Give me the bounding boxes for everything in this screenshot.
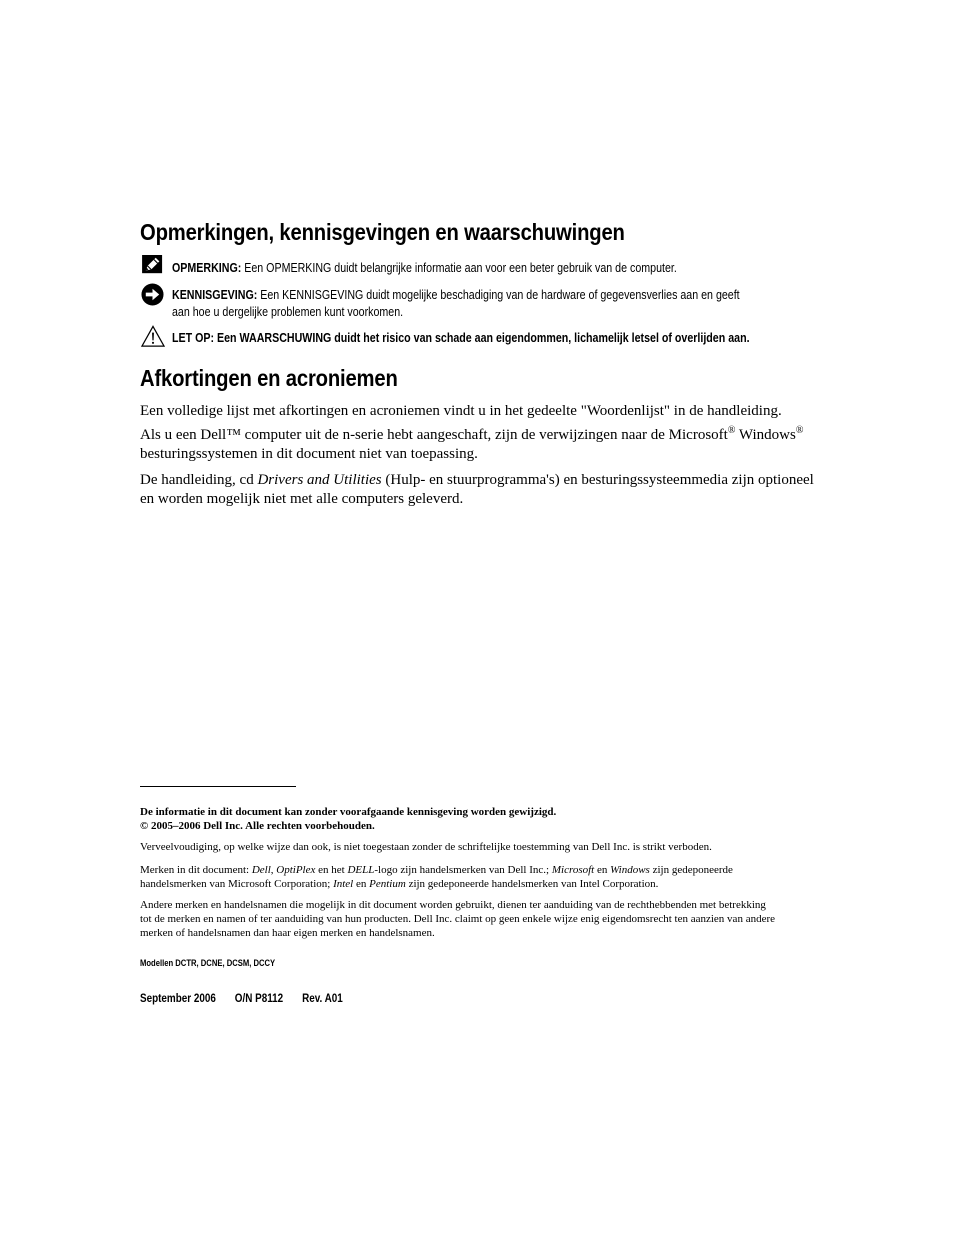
abbrev-p2-text-c: besturingssystemen in dit document niet van toepassing. (140, 446, 478, 462)
abbrev-p3-text-c: en worden mogelijk niet met alle computers geleverd. (140, 491, 464, 507)
caution-body: Een WAARSCHUWING duidt het risico van schade aan eigendommen, lichamelijk letsel of overlijden aan. (214, 330, 750, 345)
revision: Rev. A01 (302, 993, 343, 1005)
tm-text: en (353, 878, 370, 890)
tm-dell-logo: DELL (347, 864, 375, 876)
abbrev-p2-text-a: Als u een Dell™ computer uit de n-serie hebt aangeschaft, zijn de verwijzingen naar de Microsoft (140, 427, 728, 443)
abbrev-p3-text-b: (Hulp- en stuurprogramma's) en besturingssysteemmedia zijn optioneel (381, 472, 814, 488)
legal-header (140, 805, 840, 833)
release-info (140, 993, 362, 1005)
registered-mark: ® (795, 425, 804, 436)
abbrev-paragraph-3 (140, 471, 840, 509)
note-text (172, 259, 844, 276)
tm-text: handelsmerken van Microsoft Corporation; (140, 878, 334, 890)
abbrev-p3-text-a: De handleiding, cd (140, 472, 258, 488)
abbrev-p1-text: Een volledige lijst met afkortingen en acroniemen vindt u in het gedeelte "Woordenlijst" in de handleiding. (140, 403, 782, 419)
tm-windows: Windows (610, 864, 650, 876)
abbrev-paragraph-1 (140, 402, 840, 421)
tm-text: en (594, 864, 611, 876)
other-tm-line2: tot de merken en namen of ter aanduiding van hun producten. Dell Inc. claimt op geen enkele wijze enig eigendomsrecht ten aanzien van andere (140, 913, 775, 925)
abbrev-p2-text-b: Windows (735, 427, 796, 443)
tm-text: Merken in dit document: (140, 864, 252, 876)
release-date: September 2006 (140, 993, 216, 1005)
footer-divider (140, 786, 296, 787)
part-number: O/N P8112 (234, 993, 284, 1005)
tm-text: zijn gedeponeerde handelsmerken van Intel Corporation. (405, 878, 659, 890)
tm-text: -logo zijn handelsmerken van Dell Inc.; (374, 864, 552, 876)
other-tm-line3: merken of handelsnamen dan haar eigen merken en handelsnamen. (140, 927, 435, 939)
other-trademarks-notice (140, 898, 840, 940)
copyright-line: © 2005–2006 Dell Inc. Alle rechten voorbehouden. (140, 820, 375, 832)
note-body: Een OPMERKING duidt belangrijke informatie aan voor een beter gebruik van de computer. (241, 260, 677, 275)
registered-mark: ® (727, 425, 736, 436)
model-numbers: Modellen DCTR, DCNE, DCSM, DCCY (140, 958, 276, 968)
notice-text (172, 286, 844, 320)
reproduction-text: Verveelvoudiging, op welke wijze dan ook, is niet toegestaan zonder de schriftelijke toestemming van Dell Inc. is strikt verboden. (140, 841, 712, 853)
notice-label: KENNISGEVING: (172, 287, 258, 302)
other-tm-line1: Andere merken en handelsnamen die mogelijk in dit document worden gebruikt, dienen ter aanduiding van de rechthebbenden met betrekking (140, 899, 766, 911)
note-pencil-icon (142, 255, 164, 275)
tm-intel: Intel (333, 878, 354, 890)
notice-arrow-icon (141, 283, 164, 306)
caution-text (172, 329, 844, 346)
note-label: OPMERKING: (172, 260, 242, 275)
tm-dell: Dell (251, 864, 271, 876)
tm-text: zijn gedeponeerde (649, 864, 733, 876)
notice-body-line2: aan hoe u dergelijke problemen kunt voorkomen. (172, 304, 404, 319)
legal-change-notice: De informatie in dit document kan zonder voorafgaande kennisgeving worden gewijzigd. (140, 806, 557, 818)
tm-microsoft: Microsoft (551, 864, 595, 876)
section-title-notes: Opmerkingen, kennisgevingen en waarschuwingen (140, 219, 625, 245)
caution-triangle-icon (140, 325, 166, 348)
tm-text: en het (315, 864, 348, 876)
caution-label: LET OP: (172, 330, 215, 345)
drivers-utilities-title: Drivers and Utilities (257, 472, 382, 488)
tm-optiplex: OptiPlex (276, 864, 316, 876)
abbrev-paragraph-2 (140, 426, 840, 464)
tm-pentium: Pentium (369, 878, 406, 890)
trademark-notice (140, 863, 840, 891)
notice-body-line1: Een KENNISGEVING duidt mogelijke beschadiging van de hardware of gegevensverlies aan en geeft (257, 287, 740, 302)
reproduction-notice (140, 840, 840, 854)
section-title-abbreviations: Afkortingen en acroniemen (140, 365, 398, 391)
tm-text: , (270, 864, 277, 876)
